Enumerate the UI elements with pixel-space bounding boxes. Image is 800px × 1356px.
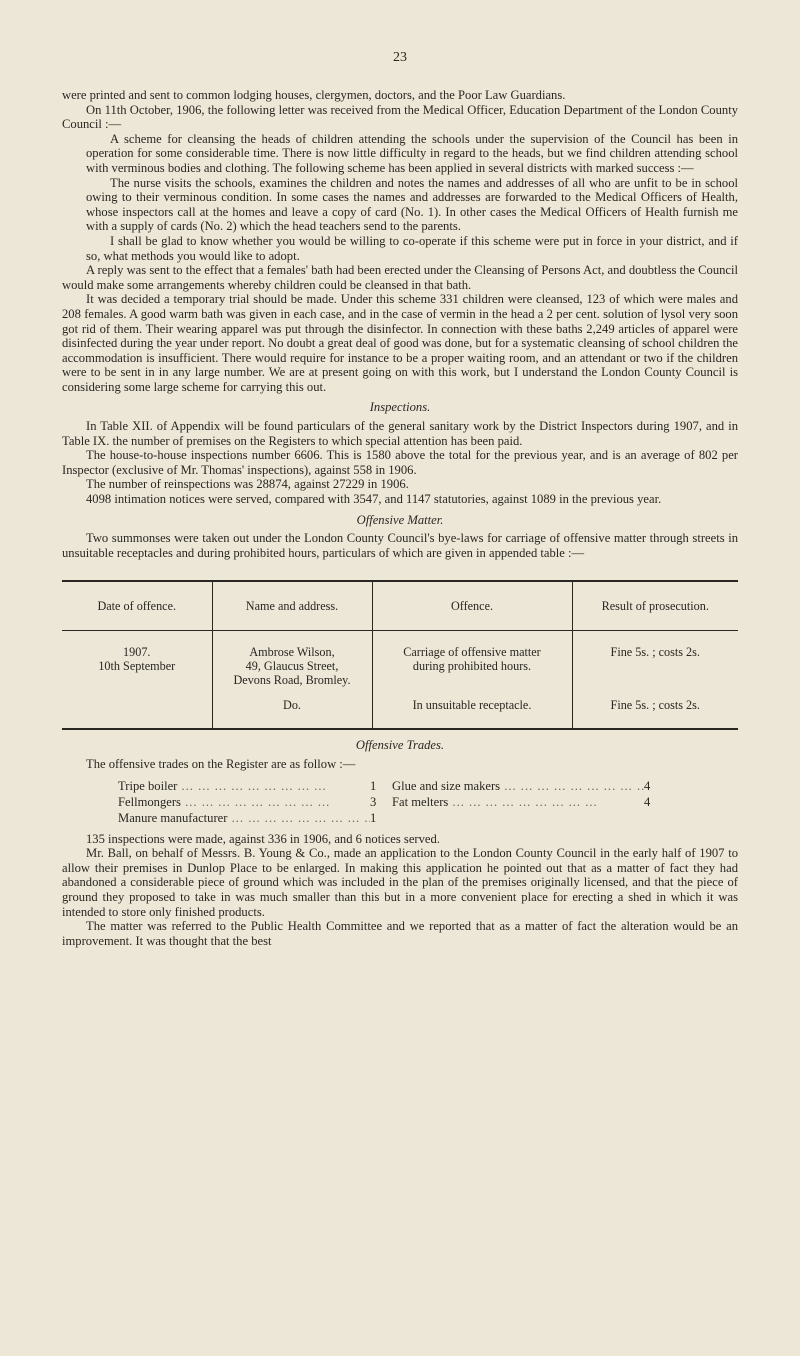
paragraph: The matter was referred to the Public Health Committee and we reported that as a matter of fact the alteration would be an improvement. It was thought that the best bbox=[62, 919, 738, 948]
table-cell: Ambrose Wilson, 49, Glaucus Street, Devons Road, Bromley. bbox=[212, 631, 372, 689]
page-number: 23 bbox=[393, 50, 407, 65]
trade-count: 4 bbox=[644, 778, 651, 793]
table-cell: Fine 5s. ; costs 2s. bbox=[572, 688, 738, 729]
document-page bbox=[62, 50, 738, 948]
table-cell bbox=[62, 688, 212, 729]
paragraph: Mr. Ball, on behalf of Messrs. B. Young & Co., made an application to the London County Council in the early half of 1907 to allow their premises in Dunlop Place to be enlarged. In making this application he pointed out that as a matter of fact they had abandoned a considerable piece of ground which was included in the plan of the premises originally licensed, and that the piece of ground they proposed to take in was much smaller than this but in a more convenient place for erecting a shed in which it was intended to store only finished products. bbox=[62, 846, 738, 919]
table-cell: Do. bbox=[212, 688, 372, 729]
paragraph: On 11th October, 1906, the following letter was received from the Medical Officer, Education Department of the London County Council :— bbox=[62, 102, 738, 132]
trade-name: Fellmongers ... . bbox=[118, 794, 370, 810]
column-header: Offence. bbox=[372, 581, 572, 631]
paragraph: The number of reinspections was 28874, against 27229 in 1906. bbox=[86, 477, 409, 492]
column-header: Date of offence. bbox=[62, 581, 212, 631]
inspections-heading: Inspections. bbox=[369, 400, 431, 415]
trade-name: Tripe boiler ... . bbox=[118, 778, 370, 794]
offensive-trades-heading: Offensive Trades. bbox=[355, 738, 445, 753]
list-item bbox=[118, 778, 738, 794]
quoted-letter-paragraph: The nurse visits the schools, examines the children and notes the names and addresses of all who are unfit to be in school owing to their verminous condition. In some cases the names and addresses are forwarded to the Medical Officers of Health, whose inspectors call at the homes and leave a copy of card (No. 1). In other cases the Medical Officers of Health furnish me with a supply of cards (No. 2) which the head teachers send to the parents. bbox=[86, 175, 738, 234]
trade-name: Glue and size makers ... . bbox=[392, 778, 644, 794]
offensive-matter-heading: Offensive Matter. bbox=[356, 512, 444, 527]
intro-section bbox=[62, 88, 738, 394]
paragraph: 4098 intimation notices were served, compared with 3547, and 1147 statutories, against 1089 in the previous year. bbox=[86, 492, 662, 507]
paragraph: 135 inspections were made, against 336 in 1906, and 6 notices served. bbox=[86, 831, 440, 846]
table-row bbox=[62, 631, 738, 689]
table-row bbox=[62, 688, 738, 729]
column-header: Result of prosecution. bbox=[572, 581, 738, 631]
paragraph: were printed and sent to common lodging houses, clergymen, doctors, and the Poor Law Guardians. bbox=[62, 88, 566, 102]
trade-count: 4 bbox=[644, 794, 651, 809]
paragraph: A reply was sent to the effect that a females' bath had been erected under the Cleansing of Persons Act, and doubtless the Council would make some arrangements whereby children could be cleansed in that bath. bbox=[62, 263, 738, 292]
trade-name: Fat melters ... . bbox=[392, 794, 644, 810]
list-item bbox=[118, 794, 738, 810]
trade-count: 3 bbox=[370, 794, 377, 809]
paragraph: The offensive trades on the Register are as follow :— bbox=[86, 757, 356, 771]
table-cell: Fine 5s. ; costs 2s. bbox=[572, 631, 738, 689]
table-cell: In unsuitable receptacle. bbox=[372, 688, 572, 729]
inspections-section bbox=[62, 419, 738, 507]
trade-count: 1 bbox=[370, 778, 377, 793]
trade-count: 1 bbox=[370, 810, 377, 825]
table-header-row bbox=[62, 581, 738, 631]
paragraph: In Table XII. of Appendix will be found particulars of the general sanitary work by the District Inspectors during 1907, and in Table IX. the number of premises on the Registers to which special attention has been paid. bbox=[62, 419, 738, 448]
prosecutions-table bbox=[62, 580, 738, 730]
list-item bbox=[118, 810, 738, 826]
table-cell: Carriage of offensive matter during prohibited hours. bbox=[372, 631, 572, 689]
quoted-letter-paragraph: A scheme for cleansing the heads of children attending the schools under the supervision of the Council has been in operation for some considerable time. There is now little difficulty in regard to the heads, but we find children attending school with verminous bodies and clothing. The following scheme has been applied in several districts with marked success :— bbox=[86, 131, 738, 175]
trade-name: Manure manufacturer ... . bbox=[118, 810, 370, 826]
column-header: Name and address. bbox=[212, 581, 372, 631]
paragraph: It was decided a temporary trial should be made. Under this scheme 331 children were cleansed, 123 of which were males and 208 females. A good warm bath was given in each case, and in the case of vermin in the head a 2 per cent. solution of lysol very soon got rid of them. Their wearing apparel was put through the disinfector. In connection with these baths 2,249 articles of apparel were disinfected during the year under report. No doubt a great deal of good was done, but for a systematic cleansing of school children the accommodation is insufficient. There would require for instance to be a proper waiting room, and an attendant or two if the children were to be sent in in any large number. We are at present going on with this work, but I understand the London County Council is considering some large scheme for carrying this out. bbox=[62, 292, 738, 394]
table-cell: 1907. 10th September bbox=[98, 645, 176, 674]
paragraph: The house-to-house inspections number 6606. This is 1580 above the total for the previous year, and is an average of 802 per Inspector (exclusive of Mr. Thomas' inspections), against 558 in 1906. bbox=[62, 448, 738, 477]
quoted-letter-paragraph: I shall be glad to know whether you would be willing to co-operate if this scheme were put in force in your district, and if so, what methods you would like to adopt. bbox=[86, 233, 738, 263]
paragraph: Two summonses were taken out under the London County Council's bye-laws for carriage of offensive matter through streets in unsuitable receptacles and during prohibited hours, particulars of which are given in appended table :— bbox=[62, 531, 738, 560]
trades-list bbox=[118, 778, 738, 826]
